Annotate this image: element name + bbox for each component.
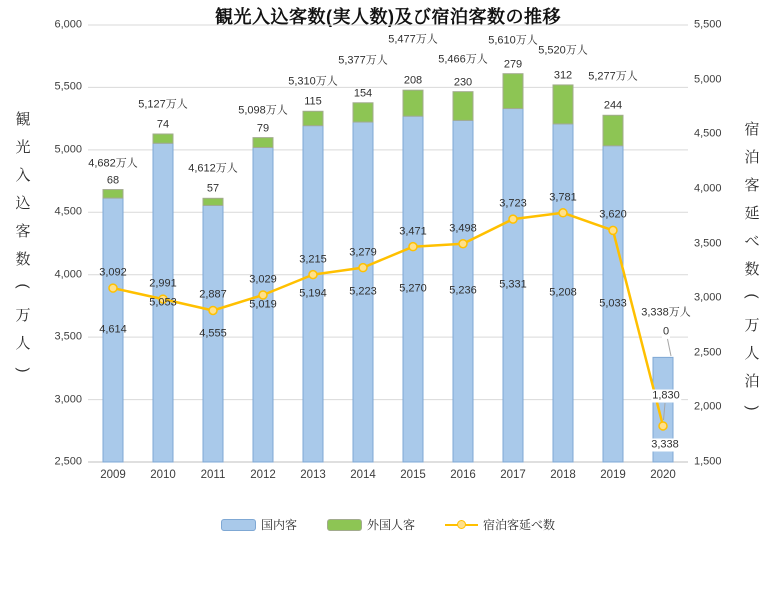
left-axis-tick: 5,500 [54,80,82,93]
axis-title-char: 数 [744,260,760,278]
left-axis-tick: 5,000 [54,143,82,156]
label-domestic-2016: 5,236 [449,284,477,297]
label-total-2016: 5,466万人 [438,53,488,66]
left-axis-tick: 6,000 [54,18,82,31]
label-total-2014: 5,377万人 [338,54,388,67]
legend [0,516,776,533]
axis-title-char: ) [14,367,32,373]
line-marker-2017 [509,215,517,223]
x-axis-label-2013: 2013 [300,469,326,481]
right-axis-tick: 3,500 [694,237,722,249]
axis-title-char: 客 [15,222,31,240]
legend-label: 宿泊客延べ数 [483,518,556,532]
bar-foreign-2010 [153,134,173,143]
label-line-2020: 1,830 [652,389,680,402]
label-total-2018: 5,520万人 [538,44,588,57]
axis-title-char: 宿 [744,120,760,138]
axis-title-char: ) [743,405,761,411]
label-foreign-2010: 74 [156,118,170,131]
label-domestic-2009: 4,614 [99,323,127,336]
line-marker-2019 [609,226,617,234]
label-total-2013: 5,310万人 [288,75,338,88]
right-axis-tick: 2,000 [694,400,722,413]
line-marker-2014 [359,264,367,272]
label-domestic-2017: 5,331 [499,278,527,291]
line-marker-2013 [309,271,317,279]
label-line-2009: 3,092 [99,266,127,279]
label-domestic-2010: 5,053 [149,296,177,309]
label-domestic-2018: 5,208 [549,286,577,299]
label-line-2019: 3,620 [599,208,627,221]
left-axis-tick: 4,000 [54,268,82,281]
left-axis-tick: 4,500 [54,205,82,218]
legend-label: 国内客 [260,518,297,532]
label-foreign-2011: 57 [206,182,220,195]
bar-foreign-2011 [203,198,223,205]
left-axis-tick: 2,500 [54,455,82,468]
label-line-2010: 2,991 [149,277,177,290]
legend-item-foreign [327,516,415,533]
x-axis-label-2016: 2016 [450,469,476,481]
axis-title-char: 泊 [744,148,760,166]
label-foreign-2014: 154 [353,87,373,100]
label-total-2020: 3,338万人 [641,306,691,319]
label-foreign-2017: 279 [503,58,523,71]
label-foreign-2020: 0 [662,325,670,338]
label-line-2013: 3,215 [299,253,327,266]
legend-swatch-bar [221,519,256,531]
legend-item-overnight [445,516,555,533]
label-foreign-2016: 230 [453,76,473,89]
axis-title-char: 人 [15,334,31,352]
axis-title-char: 人 [744,344,760,362]
line-marker-2011 [209,306,217,314]
axis-title-char: 入 [15,166,31,184]
label-line-2016: 3,498 [449,222,477,235]
legend-line-marker [457,520,466,529]
x-axis-label-2010: 2010 [150,469,176,481]
bar-foreign-2012 [253,138,273,148]
label-total-2019: 5,277万人 [588,70,638,83]
label-domestic-2020: 3,338 [651,438,679,451]
label-total-2009: 4,682万人 [88,157,138,170]
line-marker-2020 [659,422,667,430]
x-axis-label-2009: 2009 [100,469,126,481]
axis-title-char: 万 [15,306,31,324]
label-domestic-2019: 5,033 [599,297,627,310]
bar-foreign-2018 [553,85,573,124]
label-line-2017: 3,723 [499,197,527,210]
axis-title-char: 泊 [744,372,760,390]
axis-title-char: べ [744,232,760,250]
label-line-2015: 3,471 [399,225,427,238]
overnight-stays-line [113,213,663,426]
label-domestic-2015: 5,270 [399,282,427,295]
label-total-2012: 5,098万人 [238,104,288,117]
axis-title-char: ( [743,293,761,299]
x-axis-label-2015: 2015 [400,469,426,481]
label-line-2012: 3,029 [249,273,277,286]
right-axis-tick: 5,500 [694,18,722,31]
right-axis-tick: 5,000 [694,73,722,86]
axis-title-char: 延 [744,204,760,222]
label-foreign-2019: 244 [603,99,623,112]
leader-line [668,339,672,356]
legend-item-domestic [221,516,297,533]
legend-swatch-bar [327,519,362,531]
label-line-2018: 3,781 [549,191,577,204]
bar-foreign-2017 [503,74,523,109]
line-marker-2015 [409,243,417,251]
bar-foreign-2016 [453,92,473,121]
label-total-2017: 5,610万人 [488,34,538,47]
axis-title-char: 観 [15,110,31,128]
axis-title-char: 込 [15,194,31,212]
x-axis-label-2017: 2017 [500,469,526,481]
bar-foreign-2013 [303,111,323,125]
bar-foreign-2009 [103,190,123,198]
line-marker-2016 [459,240,467,248]
axis-title-char: 数 [15,250,31,268]
axis-title-char: ( [14,283,32,289]
right-axis-tick: 3,000 [694,291,722,304]
label-total-2011: 4,612万人 [188,162,238,175]
x-axis-label-2011: 2011 [200,469,226,481]
left-axis-tick: 3,500 [54,330,82,343]
axis-title-char: 客 [744,176,760,194]
right-axis-tick: 4,500 [694,127,722,140]
right-axis-tick: 4,000 [694,182,722,195]
line-marker-2018 [559,209,567,217]
x-axis-label-2018: 2018 [550,469,576,481]
chart-title: 観光入込客数(実人数)及び宿泊客数の推移 [215,7,561,27]
right-axis-tick: 2,500 [694,346,722,359]
bar-foreign-2015 [403,90,423,116]
label-foreign-2012: 79 [256,122,270,135]
bar-foreign-2014 [353,103,373,122]
line-marker-2009 [109,284,117,292]
x-axis-label-2012: 2012 [250,469,276,481]
label-total-2010: 5,127万人 [138,98,188,111]
legend-label: 外国人客 [366,518,415,532]
label-foreign-2018: 312 [553,69,573,82]
left-axis-tick: 3,000 [54,393,82,406]
axis-title-char: 万 [744,316,760,334]
legend-swatch-line [445,519,478,530]
label-domestic-2011: 4,555 [199,327,227,340]
axis-title-char: 光 [15,138,31,156]
x-axis-label-2019: 2019 [600,469,626,481]
label-foreign-2015: 208 [403,74,423,87]
label-foreign-2009: 68 [106,174,120,187]
label-domestic-2013: 5,194 [299,287,327,300]
right-axis-tick: 1,500 [694,455,722,468]
label-line-2014: 3,279 [349,246,377,259]
x-axis-label-2020: 2020 [650,469,676,481]
label-line-2011: 2,887 [199,288,227,301]
bar-foreign-2019 [603,115,623,145]
x-axis-label-2014: 2014 [350,469,376,481]
label-total-2015: 5,477万人 [388,33,438,46]
label-domestic-2014: 5,223 [349,285,377,298]
label-foreign-2013: 115 [304,95,322,108]
label-domestic-2012: 5,019 [249,298,277,311]
